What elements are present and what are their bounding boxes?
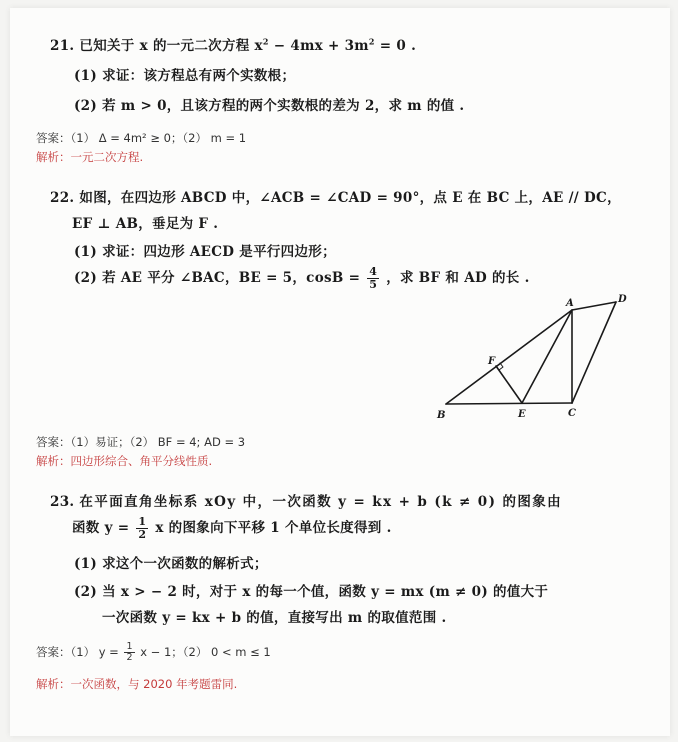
q21-stem-a: 已知关于 x 的一元二次方程 x	[79, 38, 263, 54]
segment-bc	[446, 403, 572, 404]
q23-answer	[36, 642, 271, 663]
q23-part2-line2: 一次函数 y = kx + b 的值，直接写出 m 的取值范围 .	[102, 610, 447, 626]
q22-frac-num: 4	[369, 265, 378, 278]
label-b: B	[437, 410, 446, 421]
document-page	[10, 8, 670, 736]
q22-explanation: 解析：四边形综合、角平分线性质.	[36, 454, 213, 468]
q21-stem-b: − 4mx + 3m	[268, 38, 369, 54]
q23-explanation: 解析：一次函数，与 2020 年考题雷同.	[36, 677, 238, 691]
q23-part2-line1: (2) 当 x > − 2 时，对于 x 的每一个值，函数 y = mx (m ≠ 0) 的值大于	[74, 584, 549, 600]
q21-sup1: 2	[262, 36, 269, 47]
q23-stem2-a: 函数 y =	[72, 520, 130, 536]
q21-answer: 答案：（1） Δ = 4m² ≥ 0；（2） m = 1	[36, 131, 247, 145]
q22-part2-b: ，求 BF 和 AD 的长 .	[386, 270, 530, 286]
q21-part2: (2) 若 m > 0，且该方程的两个实数根的差为 2，求 m 的值 .	[74, 98, 465, 114]
q23-answer-fraction	[124, 642, 134, 663]
q23-stem1: 在平面直角坐标系 xOy 中，一次函数 y = kx + b (k ≠ 0) 的图象由	[79, 494, 563, 510]
q23-answer-a: 答案：（1） y =	[36, 645, 119, 659]
q22-number: 22.	[50, 190, 75, 206]
q22-part1: (1) 求证：四边形 AECD 是平行四边形；	[74, 244, 336, 260]
q23-stem-line1	[50, 490, 562, 510]
q23-stem2-b: x 的图象向下平移 1 个单位长度得到 .	[155, 520, 392, 536]
segment-ae	[522, 310, 572, 403]
q23-answer-frac-num: 1	[126, 641, 133, 652]
label-e: E	[518, 409, 526, 420]
q23-answer-b: x − 1；（2） 0 < m ≤ 1	[140, 645, 271, 659]
q23-number: 23.	[50, 494, 75, 510]
segment-ad	[572, 302, 616, 310]
label-f: F	[488, 356, 496, 367]
q21-sup2: 2	[368, 36, 375, 47]
q22-cosb-fraction	[367, 266, 379, 291]
label-d: D	[618, 294, 627, 305]
q22-answer: 答案：（1）易证；（2） BF = 4; AD = 3	[36, 435, 246, 449]
q23-stem-frac-num: 1	[138, 515, 147, 528]
q23-stem-frac-den: 2	[138, 528, 147, 541]
q22-frac-den: 5	[369, 278, 378, 291]
q21-explanation: 解析：一元二次方程.	[36, 150, 144, 164]
q22-part2	[74, 266, 530, 291]
q23-part1: (1) 求这个一次函数的解析式；	[74, 556, 268, 572]
segment-ef	[496, 366, 522, 403]
segment-ab	[446, 310, 572, 404]
q22-stem-line1	[50, 186, 621, 206]
label-c: C	[568, 408, 576, 419]
q23-answer-frac-den: 2	[126, 652, 133, 663]
q23-stem-line2	[72, 516, 392, 541]
q22-stem2: EF ⊥ AB，垂足为 F .	[72, 216, 219, 232]
q21-number: 21.	[50, 38, 75, 54]
q21-part1: (1) 求证：该方程总有两个实数根；	[74, 68, 296, 84]
label-a: A	[566, 298, 574, 309]
q22-stem1: 如图，在四边形 ABCD 中，∠ACB = ∠CAD = 90°，点 E 在 BC 上，AE // DC，	[79, 190, 621, 206]
segment-dc	[572, 302, 616, 403]
q21-stem-c: = 0 .	[374, 38, 417, 54]
quadrilateral-figure	[430, 290, 635, 422]
q23-stem-fraction	[136, 516, 148, 541]
q21-stem	[50, 34, 416, 54]
q22-part2-a: (2) 若 AE 平分 ∠BAC，BE = 5，cosB =	[74, 270, 361, 286]
